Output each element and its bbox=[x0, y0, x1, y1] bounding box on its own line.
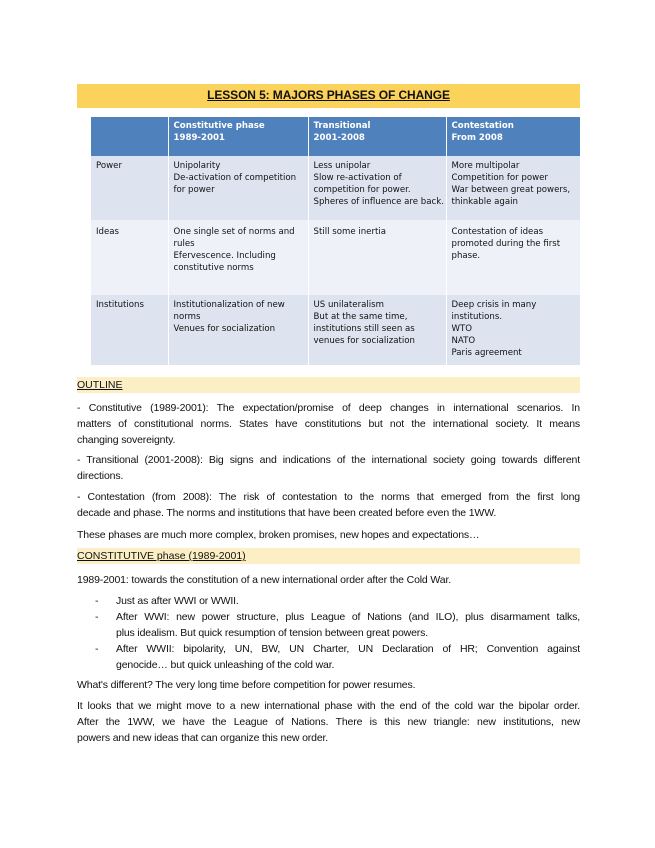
table-cell: Deep crisis in many institutions. WTO NATO Paris agreement bbox=[446, 295, 580, 365]
table-cell: Institutionalization of new norms Venues for socialization bbox=[168, 295, 308, 365]
row-label-ideas: Ideas bbox=[91, 220, 168, 295]
table-cell: Less unipolar Slow re-activation of competition for power. Spheres of influence are back. bbox=[308, 156, 446, 220]
constitutive-question: What's different? The very long time before competition for power resumes. bbox=[77, 679, 416, 691]
list-item: - After WWI: new power structure, plus League of Nations (and ILO), plus disarmament talks, plus idealism. But quick resumption of tension between great powers. bbox=[95, 611, 580, 639]
phases-table bbox=[91, 117, 580, 365]
outline-paragraph-summary: These phases are much more complex, broken promises, new hopes and expectations… bbox=[77, 529, 480, 541]
lesson-title: LESSON 5: MAJORS PHASES OF CHANGE bbox=[207, 88, 450, 102]
table-row-institutions bbox=[91, 295, 580, 365]
table-header-corner bbox=[91, 117, 168, 156]
table-cell: More multipolar Competition for power War between great powers, thinkable again bbox=[446, 156, 580, 220]
table-header-row bbox=[91, 117, 580, 156]
outline-paragraph-transitional: - Transitional (2001-2008): Big signs and indications of the international society going towards different directions. bbox=[77, 454, 580, 482]
table-cell: Unipolarity De-activation of competition for power bbox=[168, 156, 308, 220]
table-cell: US unilateralism But at the same time, institutions still seen as venues for socialization bbox=[308, 295, 446, 365]
constitutive-heading-bar bbox=[77, 548, 580, 564]
row-label-power: Power bbox=[91, 156, 168, 220]
constitutive-heading: CONSTITUTIVE phase (1989-2001) bbox=[77, 550, 246, 562]
list-item: - After WWII: bipolarity, UN, BW, UN Charter, UN Declaration of HR; Convention against genocide… but quick unleashing of the cold war. bbox=[95, 643, 580, 671]
table-header-constitutive: Constitutive phase 1989-2001 bbox=[168, 117, 308, 156]
table-header-contestation: Contestation From 2008 bbox=[446, 117, 580, 156]
outline-heading-bar bbox=[77, 377, 580, 393]
list-item: - Just as after WWI or WWII. bbox=[95, 595, 239, 607]
table-row-ideas bbox=[91, 220, 580, 295]
table-cell: One single set of norms and rules Efervescence. Including constitutive norms bbox=[168, 220, 308, 295]
outline-heading: OUTLINE bbox=[77, 379, 123, 391]
constitutive-closing: It looks that we might move to a new international phase with the end of the cold war the bipolar order. After the 1WW, we have the League of Nations. There is this new triangle: new institutions, new powers and new ideas that can organize this new order. bbox=[77, 700, 580, 744]
table-cell: Contestation of ideas promoted during the first phase. bbox=[446, 220, 580, 295]
table-header-transitional: Transitional 2001-2008 bbox=[308, 117, 446, 156]
outline-paragraph-contestation: - Contestation (from 2008): The risk of contestation to the norms that emerged from the first long decade and phase. The norms and institutions that have been created before even the 1WW. bbox=[77, 491, 580, 519]
row-label-institutions: Institutions bbox=[91, 295, 168, 365]
outline-paragraph-constitutive: - Constitutive (1989-2001): The expectation/promise of deep changes in international scenarios. In matters of constitutional norms. States have constitutions but not the international society. It means changing sovereignty. bbox=[77, 402, 580, 446]
lesson-title-bar bbox=[77, 84, 580, 108]
table-cell: Still some inertia bbox=[308, 220, 446, 295]
table-row-power bbox=[91, 156, 580, 220]
constitutive-intro: 1989-2001: towards the constitution of a new international order after the Cold War. bbox=[77, 574, 451, 586]
constitutive-bullet-list bbox=[77, 593, 580, 673]
